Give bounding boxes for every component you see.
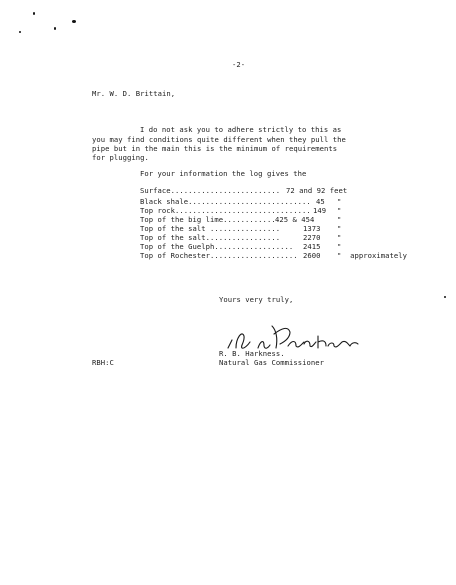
salutation: Mr. W. D. Brittain, <box>92 89 176 98</box>
log-value: 425 & 454 <box>275 215 315 224</box>
log-label: Top rock............................... <box>140 206 311 215</box>
body-line: pipe but in the main this is the minimum of requirements <box>92 144 338 153</box>
log-label: Surface......................... <box>140 186 281 195</box>
scan-speck <box>444 296 446 298</box>
body-line: I do not ask you to adhere strictly to this as <box>140 125 342 134</box>
closing: Yours very truly, <box>219 295 294 304</box>
log-value: 45 <box>316 197 325 206</box>
log-label: Top of the Guelph.................. <box>140 242 294 251</box>
log-label: Top of Rochester.................... <box>140 251 298 260</box>
log-label: Top of the salt ................ <box>140 224 281 233</box>
log-mark: " <box>337 224 342 233</box>
body-line: you may find conditions quite different when they pull the <box>92 135 346 144</box>
scan-speck <box>72 20 76 23</box>
log-mark: " <box>337 206 342 215</box>
log-mark: " <box>337 215 342 224</box>
log-intro: For your information the log gives the <box>140 169 307 178</box>
log-mark: " <box>337 242 342 251</box>
scan-speck <box>33 12 35 15</box>
log-value: 149 <box>313 206 327 215</box>
signer-title: Natural Gas Commissioner <box>219 358 325 367</box>
log-value: 2415 <box>303 242 321 251</box>
log-label: Black shale............................ <box>140 197 311 206</box>
log-mark: " <box>337 233 342 242</box>
log-value: 72 and 92 feet <box>286 186 348 195</box>
reference-initials: RBH:C <box>92 358 114 367</box>
body-line: for plugging. <box>92 153 149 162</box>
scan-speck <box>54 27 56 30</box>
scan-speck <box>19 31 21 33</box>
log-mark: " <box>337 197 342 206</box>
log-label: Top of the big lime............ <box>140 215 276 224</box>
log-label: Top of the salt................. <box>140 233 281 242</box>
log-value: 2600 <box>303 251 321 260</box>
log-value: 1373 <box>303 224 321 233</box>
signer-name: R. B. Harkness. <box>219 349 285 358</box>
page-number: -2- <box>232 60 246 69</box>
log-mark: " approximately <box>337 251 408 260</box>
log-value: 2270 <box>303 233 321 242</box>
